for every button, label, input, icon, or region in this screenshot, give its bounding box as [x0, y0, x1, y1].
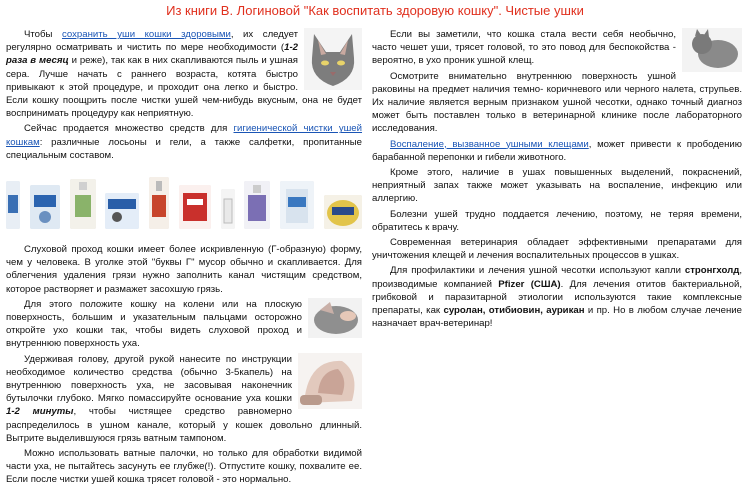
link-ear-cleaning[interactable]: гигиенической чистки ушей кошкам	[6, 123, 363, 148]
paragraph-treatment: Для профилактики и лечения ушной чесотки используют капли стронгхолд, производимые компанией Pfizer (США). Для лечения отитов бактериальной, грибковой и паразитарной этиологии используются такие комплексные препараты, как суролан, отибиовин, аурикан и пр. Но в любом случае лечение назначает врач-ветеринар!	[372, 265, 742, 330]
paragraph-cotton-swabs: Можно использовать ватные палочки, но только для обработки видимой части уха, не пытайтесь засунуть ее глубже(!). Отпустите кошку, похвалите ее. Если после чистки ушей кошка трясет головой - это нормально.	[6, 448, 362, 486]
right-column	[372, 28, 742, 332]
product-image	[105, 193, 139, 229]
paragraph-intro: Чтобы сохранить уши кошки здоровыми, их следует регулярно осматривать и чистить по мере необходимости (1-2 раза в месяц и реже), так как в них скапливаются пыль и ушная сера. Лучше начать с раннего возраста, котята быстро привыкают к этой процедуре, и проходит она легко и быстро. Если кошку поощрить после чистки ушей чем-нибудь вкусным, она не будет воспринимать процедуру как неприятную.	[6, 29, 362, 120]
link-healthy-ears[interactable]: сохранить уши кошки здоровыми	[61, 29, 231, 40]
product-image	[244, 181, 270, 229]
link-ear-mites[interactable]: Воспаление, вызванное ушными клещами	[390, 138, 589, 150]
paragraph-apply-drops: Удерживая голову, другой рукой нанесите по инструкции необходимое количество средства (обычно 3-5капель) на внутреннюю поверхность уха, не засовывая наконечник бутылочки глубоко. Мягко помассируйте основание уха кошки 1-2 минуты, чтобы чистящее средство равномерно распределилось в ушном канале, который у кошек довольно длинный. Вытрите выделившуюся грязь ватным тампоном.	[6, 353, 362, 444]
ear-cleaning-image	[298, 353, 362, 409]
cat-ear-image	[308, 298, 362, 338]
paragraph-symptoms: Если вы заметили, что кошка стала вести себя необычно, часто чешет уши, трясет головой, то это повод для беспокойства - вероятно, в ухо проник ушной клещ.	[372, 29, 676, 67]
left-column	[6, 28, 362, 489]
products-image-strip	[6, 169, 362, 229]
product-image	[70, 179, 96, 229]
product-image	[179, 185, 211, 229]
cat-face-image	[304, 28, 362, 90]
page-title: Из книги В. Логиновой "Как воспитать здоровую кошку". Чистые ушки	[166, 3, 584, 18]
product-image	[6, 181, 20, 229]
paragraph-discharge: Кроме этого, наличие в ушах повышенных выделений, покраснений, неприятный запах также может указывать на воспаление, инфекцию или аллергию.	[372, 167, 742, 205]
paragraph-products: Сейчас продается множество средств для гигиенической чистки ушей кошкам: различные лосьоны и гели, а также салфетки, пропитанные специальным составом.	[6, 123, 363, 161]
product-image	[30, 185, 60, 229]
paragraph-open-ear: Для этого положите кошку на колени или на плоскую поверхность, большим и указательным пальцами осторожно откройте ухо кошки так, чтобы видеть слуховой проход и внутреннюю поверхность уха.	[6, 298, 302, 350]
cat-scratching-image	[682, 28, 742, 72]
paragraph-inflammation: Воспаление, вызванное ушными клещами, может привести к прободению барабанной перепонки и гибели животного.	[372, 138, 742, 163]
paragraph-see-doctor: Болезни ушей трудно поддается лечению, поэтому, не теряя времени, обратитесь к врачу.	[372, 208, 742, 233]
paragraph-ear-canal: Слуховой проход кошки имеет более искривленную (Г-образную) форму, чем у человека. В уголке этой "буквы Г" мусор обычно и скапливается. Для облегчения удаления грязи нужно заполнить канал чистящим средством, которое растворяет и размажет засохшую грязь.	[6, 244, 362, 295]
product-image	[324, 195, 362, 229]
product-image	[280, 181, 314, 229]
paragraph-vet-medicine: Современная ветеринария обладает эффективными препаратами для уничтожения клещей и лечения воспалительных процессов в ушках.	[372, 237, 742, 262]
product-image	[149, 177, 169, 229]
product-image	[221, 189, 235, 229]
paragraph-inspect: Осмотрите внимательно внутреннюю поверхность ушной раковины на предмет наличия темно- коричневого или черного налета, струпьев. Их наличие является верным признаком ушной чесотки, однако точный диагноз может быть поставлен только в ветеринарной клинике после лабораторного исследования.	[372, 70, 742, 135]
